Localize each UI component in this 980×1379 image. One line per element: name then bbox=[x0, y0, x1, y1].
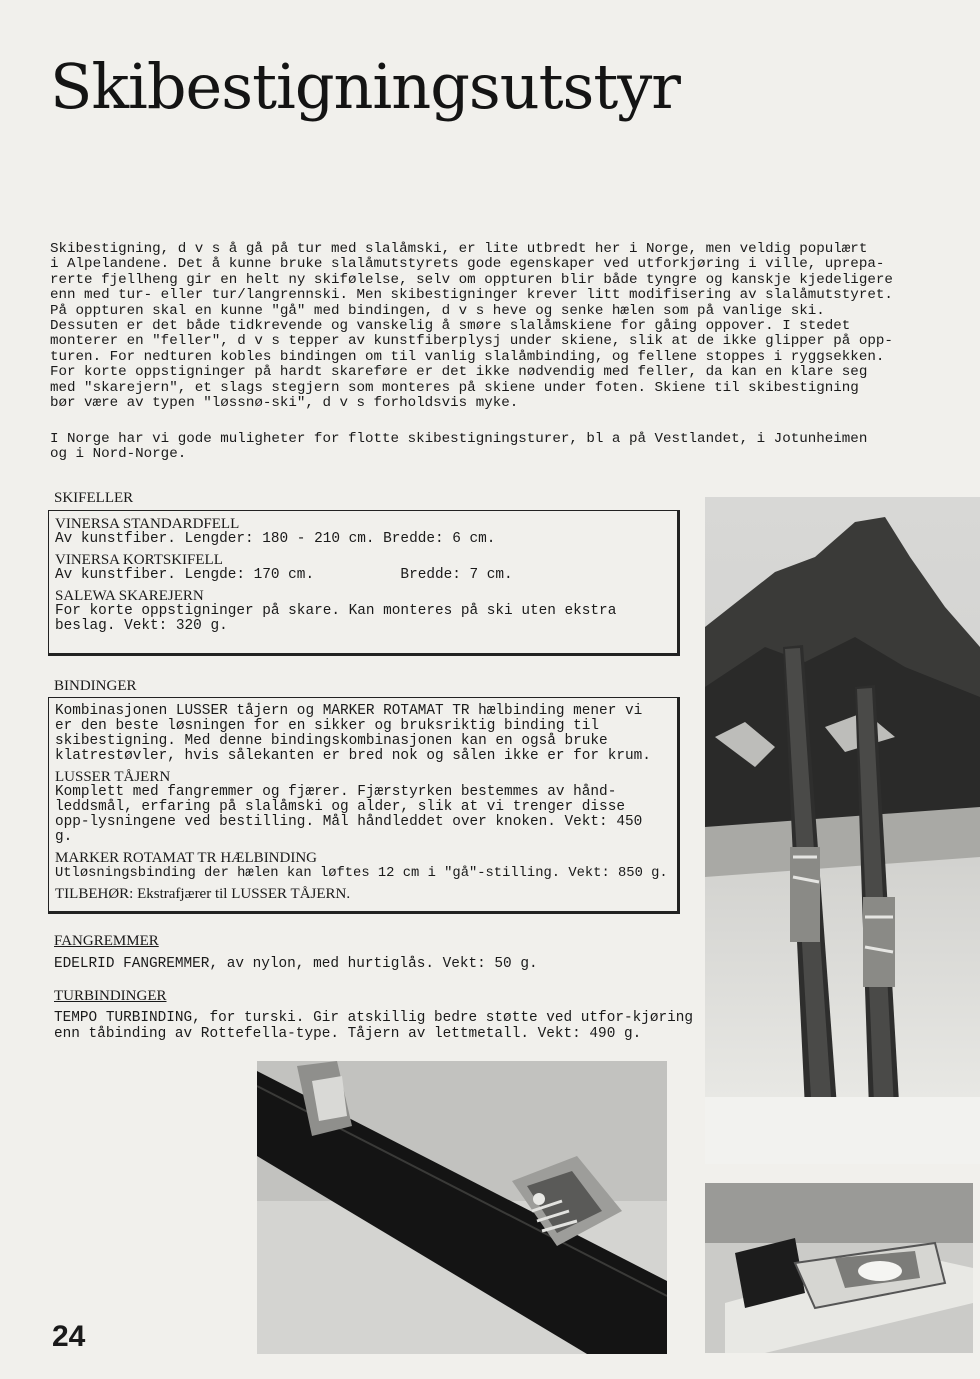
product-description: Utløsningsbinding der hælen kan løftes 12 cm i "gå"-stilling. Vekt: 850 g. bbox=[55, 866, 668, 881]
product-description: Av kunstfiber. Lengder: 180 - 210 cm. Bredde: 6 cm. bbox=[55, 531, 496, 547]
product-name: LUSSER TÅJERN bbox=[55, 769, 171, 785]
intro-paragraph-2: I Norge har vi gode muligheter for flotte skibestigningsturer, bl a på Vestlandet, i Jotunheimen og i Nord-Norge. bbox=[50, 431, 868, 463]
intro-paragraph: Skibestigning, d v s å gå på tur med slalåmski, er lite utbredt her i Norge, men veldig populært i Alpelandene. Det å kunne bruke slalåmutstyrets gode egenskaper ved utforkjøring i ville, uprepa- rerte fjellheng gir en helt ny skifølelse, selv om oppturen blir både tyngre og kanskje kjedeligere enn med tur- eller tur/langrennski. Men skibestigninger krever litt modifisering av slalåmutstyret. På oppturen skal en kunne "gå" med bindingen, d v s heve og senke hælen som på vanlige ski. Dessuten er det både tidkrevende og vanskelig å smøre slalåmskiene for gåing oppover. I stedet monterer en "feller", d v s tepper av kunstfiberplysj under skiene, slik at de ikke glipper på opp- turen. For nedturen kobles bindingen om til vanlig slalåmbinding, og fellene stoppes i ryggsekken. For korte oppstigninger på hardt skareføre er det ikke nødvendig med feller, da kan en klare seg med "skarejern", et slags stegjern som monteres på skiene under foten. Skiene til skibestigning bør være av typen "løssnø-ski", d v s forholdsvis myke. bbox=[50, 241, 893, 412]
product-description: For korte oppstigninger på skare. Kan monteres på ski uten ekstra beslag. Vekt: 320 g. bbox=[55, 603, 617, 634]
bindinger-box bbox=[48, 697, 680, 914]
skis-mountain-photo bbox=[705, 497, 980, 1164]
bindinger-intro: Kombinasjonen LUSSER tåjern og MARKER ROTAMAT TR hælbinding mener vi er den beste løsningen for en sikker og bruksriktig binding til skibestigning. Med denne bindingskombinasjonen kan en også bruke klatrestøvler, hvis sålekanten er bred nok og sålen ikke er for krum. bbox=[55, 703, 651, 764]
section-heading-fangremmer: FANGREMMER bbox=[54, 933, 159, 949]
turbindinger-text: TEMPO TURBINDING, for turski. Gir atskillig bedre støtte ved utfor-kjøring enn tåbinding av Rottefella-type. Tåjern av lettmetall. Vekt: 490 g. bbox=[54, 1010, 694, 1042]
product-description: Komplett med fangremmer og fjærer. Fjærstyrken bestemmes av hånd-leddsmål, erfaring på slalåmski og alder, slik at vi trenger disse opp-lysningene ved bestilling. Mål håndleddet over knoken. Vekt: 450 g. bbox=[55, 784, 643, 845]
product-name: VINERSA STANDARDFELL bbox=[55, 516, 240, 532]
binding-detail-photo bbox=[705, 1183, 973, 1353]
skifeller-box bbox=[48, 510, 680, 656]
ski-binding-photo bbox=[257, 1061, 667, 1354]
fangremmer-text: EDELRID FANGREMMER, av nylon, med hurtiglås. Vekt: 50 g. bbox=[54, 956, 538, 972]
section-heading-turbindinger: TURBINDINGER bbox=[54, 988, 167, 1004]
page-number: 24 bbox=[52, 1320, 86, 1353]
section-heading-bindinger: BINDINGER bbox=[54, 678, 137, 694]
product-name: VINERSA KORTSKIFELL bbox=[55, 552, 223, 568]
accessory-note: TILBEHØR: Ekstrafjærer til LUSSER TÅJERN. bbox=[55, 886, 351, 902]
product-name: SALEWA SKAREJERN bbox=[55, 588, 204, 604]
product-name: MARKER ROTAMAT TR HÆLBINDING bbox=[55, 850, 318, 866]
product-description: Av kunstfiber. Lengde: 170 cm. Bredde: 7 cm. bbox=[55, 567, 513, 583]
section-heading-skifeller: SKIFELLER bbox=[54, 490, 134, 506]
page-title: Skibestigningsutstyr bbox=[50, 50, 680, 123]
